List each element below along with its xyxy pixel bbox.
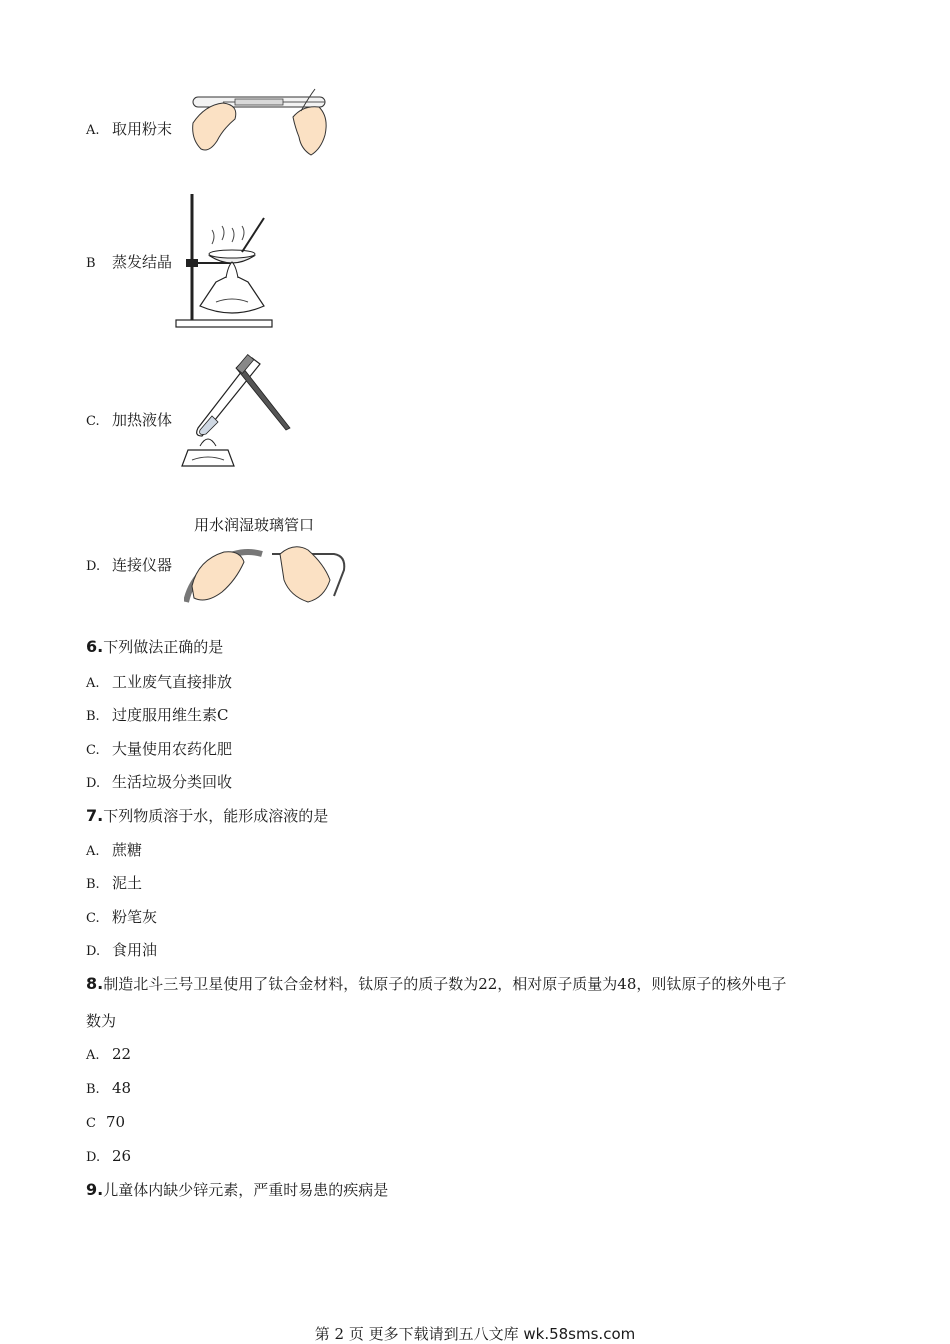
question-6 <box>86 637 223 657</box>
question-stem: 儿童体内缺少锌元素，严重时易患的疾病是 <box>103 1181 389 1199</box>
q5-option-d <box>86 555 172 577</box>
question-9 <box>86 1180 388 1200</box>
option-text: 过度服用维生素C <box>112 706 229 724</box>
question-number: 7. <box>86 806 104 825</box>
option-row <box>86 1078 131 1100</box>
option-letter: C <box>86 1116 96 1131</box>
option-letter: B. <box>86 1082 100 1097</box>
option-row <box>86 772 232 794</box>
page-footer <box>0 1323 950 1344</box>
connecting-apparatus-figure <box>184 536 354 606</box>
option-text: 加热液体 <box>112 411 173 429</box>
option-text: 26 <box>112 1147 132 1165</box>
q5-option-a <box>86 119 172 141</box>
option-row <box>86 1112 125 1134</box>
option-text: 取用粉末 <box>112 120 173 138</box>
evaporation-figure <box>172 190 276 330</box>
option-row <box>86 1146 131 1168</box>
option-text: 生活垃圾分类回收 <box>112 773 233 791</box>
question-number: 6. <box>86 637 104 656</box>
option-letter: C. <box>86 414 100 429</box>
option-row <box>86 873 142 895</box>
option-letter: B <box>86 256 96 271</box>
figure-caption: 用水润湿玻璃管口 <box>194 516 315 534</box>
option-text: 蒸发结晶 <box>112 253 173 271</box>
question-stem: 下列物质溶于水，能形成溶液的是 <box>103 807 329 825</box>
option-letter: A. <box>86 123 100 138</box>
option-row <box>86 840 142 862</box>
option-text: 连接仪器 <box>112 556 173 574</box>
option-text: 粉笔灰 <box>112 908 158 926</box>
option-letter: D. <box>86 559 101 574</box>
option-letter: C. <box>86 911 100 926</box>
q5-option-c <box>86 410 172 432</box>
option-row <box>86 940 157 962</box>
option-letter: D. <box>86 1150 101 1165</box>
question-8-continuation: 数为 <box>86 1012 117 1030</box>
option-letter: C. <box>86 743 100 758</box>
option-text: 22 <box>112 1045 132 1063</box>
option-text: 泥土 <box>112 874 143 892</box>
option-letter: A. <box>86 844 100 859</box>
option-text: 食用油 <box>112 941 158 959</box>
heating-liquid-figure <box>178 350 296 470</box>
option-row <box>86 672 232 694</box>
option-text: 工业废气直接排放 <box>112 673 233 691</box>
q5-option-b <box>86 252 172 274</box>
powder-taking-figure <box>183 83 333 159</box>
option-letter: B. <box>86 877 100 892</box>
footer-text: 第 2 页 更多下载请到五八文库 <box>314 1325 524 1343</box>
option-letter: A. <box>86 676 100 691</box>
option-row <box>86 907 157 929</box>
question-number: 8. <box>86 974 104 993</box>
option-text: 蔗糖 <box>112 841 143 859</box>
option-row <box>86 705 228 727</box>
option-letter: D. <box>86 776 101 791</box>
option-text: 大量使用农药化肥 <box>112 740 233 758</box>
option-row <box>86 1044 131 1066</box>
option-letter: D. <box>86 944 101 959</box>
question-8 <box>86 974 786 994</box>
question-stem: 制造北斗三号卫星使用了钛合金材料，钛原子的质子数为22，相对原子质量为48，则钛原子的核外电子 <box>103 975 787 993</box>
option-row <box>86 739 232 761</box>
option-letter: A. <box>86 1048 100 1063</box>
option-letter: B. <box>86 709 100 724</box>
question-7 <box>86 806 328 826</box>
question-stem: 下列做法正确的是 <box>103 638 224 656</box>
footer-site-link[interactable]: wk.58sms.com <box>523 1325 636 1343</box>
option-text: 48 <box>112 1079 132 1097</box>
question-number: 9. <box>86 1180 104 1199</box>
option-text: 70 <box>106 1113 126 1131</box>
